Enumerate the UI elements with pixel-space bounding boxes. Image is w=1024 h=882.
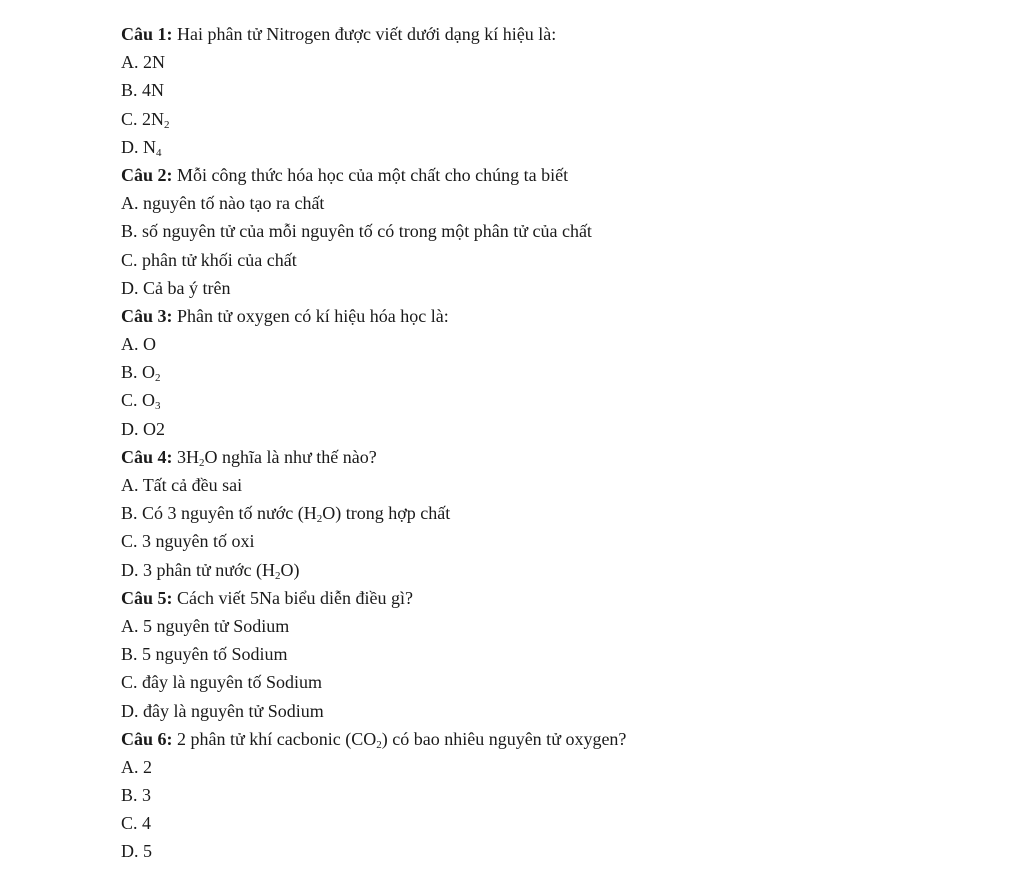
question-label: Câu 3: (121, 305, 173, 326)
option-text: Tất cả đều sai (142, 475, 243, 495)
option-letter: A. (121, 615, 139, 636)
question-6 (121, 725, 1001, 753)
option-d (121, 274, 1001, 302)
option-text: 3 phân tử nước (H (143, 559, 276, 580)
option-letter: A. (121, 334, 139, 355)
option-text: 3 nguyên tố oxi (142, 531, 255, 552)
option-letter: B. (121, 785, 138, 806)
option-d (121, 133, 1001, 161)
option-text: 2N (143, 52, 165, 73)
option-c (121, 809, 1001, 837)
option-d (121, 837, 1001, 865)
question-4 (121, 443, 1001, 471)
option-text: 4N (142, 80, 165, 101)
option-text: 2 (143, 756, 152, 777)
subscript: 2 (199, 456, 205, 469)
option-letter: D. (121, 700, 139, 721)
subscript: 3 (155, 400, 161, 413)
option-letter: C. (121, 390, 138, 411)
option-c (121, 246, 1001, 274)
option-text-post: O) trong hợp chất (322, 503, 451, 524)
option-text: Có 3 nguyên tố nước (H (142, 503, 317, 524)
option-text: O2 (143, 418, 165, 439)
option-letter: A. (121, 52, 139, 73)
option-text-post: O) (280, 559, 300, 580)
option-a (121, 612, 1001, 640)
option-text: số nguyên tử của mỗi nguyên tố có trong một phân tử của chất (142, 221, 592, 242)
question-text-pre: 3H (177, 446, 200, 467)
option-text: 3 (142, 785, 152, 806)
subscript: 2 (275, 569, 281, 582)
option-c (121, 105, 1001, 133)
option-text: nguyên tố nào tạo ra chất (143, 193, 325, 214)
option-b (121, 358, 1001, 386)
option-letter: D. (121, 136, 139, 157)
question-2 (121, 161, 1001, 189)
option-letter: A. (121, 756, 139, 777)
question-label: Câu 4: (121, 446, 173, 467)
question-1 (121, 20, 1001, 48)
option-c (121, 668, 1001, 696)
option-text: O (142, 390, 156, 411)
option-text: Cả ba ý trên (143, 277, 231, 298)
option-text: 5 (143, 841, 152, 862)
option-text: N (143, 136, 156, 157)
option-text: O (143, 334, 156, 355)
option-letter: A. (121, 475, 139, 495)
question-label: Câu 6: (121, 728, 173, 749)
question-3 (121, 302, 1001, 330)
option-letter: B. (121, 503, 138, 524)
option-b (121, 781, 1001, 809)
option-c (121, 527, 1001, 555)
subscript: 2 (376, 738, 382, 751)
option-letter: A. (121, 193, 139, 214)
subscript: 2 (316, 513, 323, 526)
option-letter: C. (121, 531, 138, 552)
option-text: O (142, 362, 156, 383)
option-letter: D. (121, 559, 139, 580)
option-text: 2N (142, 108, 165, 129)
question-label: Câu 5: (121, 587, 173, 608)
quiz-document (121, 20, 1001, 866)
option-text: đây là nguyên tố Sodium (142, 672, 322, 693)
option-text: đây là nguyên tử Sodium (143, 700, 324, 721)
option-a (121, 330, 1001, 358)
option-text: 5 nguyên tử Sodium (143, 615, 290, 636)
question-label: Câu 2: (121, 164, 173, 185)
subscript: 4 (156, 146, 162, 159)
option-a (121, 753, 1001, 781)
question-text: Cách viết 5Na biểu diễn điều gì? (177, 587, 413, 608)
option-b (121, 76, 1001, 104)
option-a (121, 48, 1001, 76)
option-letter: D. (121, 277, 139, 298)
option-b (121, 499, 1001, 527)
option-letter: B. (121, 221, 138, 242)
option-letter: D. (121, 841, 139, 862)
question-text-pre: 2 phân tử khí cacbonic (CO (177, 728, 377, 749)
option-text: 4 (142, 813, 152, 834)
option-a (121, 189, 1001, 217)
option-letter: D. (121, 418, 139, 439)
question-text: Mỗi công thức hóa học của một chất cho chúng ta biết (177, 164, 569, 185)
option-letter: C. (121, 672, 138, 693)
option-d (121, 556, 1001, 584)
option-letter: B. (121, 644, 138, 665)
option-letter: B. (121, 362, 138, 383)
option-d (121, 697, 1001, 725)
question-label: Câu 1: (121, 24, 173, 44)
option-b (121, 217, 1001, 245)
option-b (121, 640, 1001, 668)
question-text: Hai phân tử Nitrogen được viết dưới dạng kí hiệu là: (177, 24, 557, 44)
option-letter: C. (121, 249, 138, 270)
subscript: 2 (164, 118, 170, 131)
question-text-post: ) có bao nhiêu nguyên tử oxygen? (381, 728, 627, 749)
option-text: 5 nguyên tố Sodium (142, 644, 288, 665)
option-letter: C. (121, 108, 138, 129)
option-text: phân tử khối của chất (142, 249, 297, 270)
option-letter: B. (121, 80, 138, 101)
option-d (121, 415, 1001, 443)
option-c (121, 386, 1001, 414)
question-5 (121, 584, 1001, 612)
option-a (121, 471, 1001, 499)
question-text-post: O nghĩa là như thế nào? (204, 446, 377, 467)
subscript: 2 (155, 372, 161, 385)
option-letter: C. (121, 813, 138, 834)
question-text: Phân tử oxygen có kí hiệu hóa học là: (177, 305, 449, 326)
